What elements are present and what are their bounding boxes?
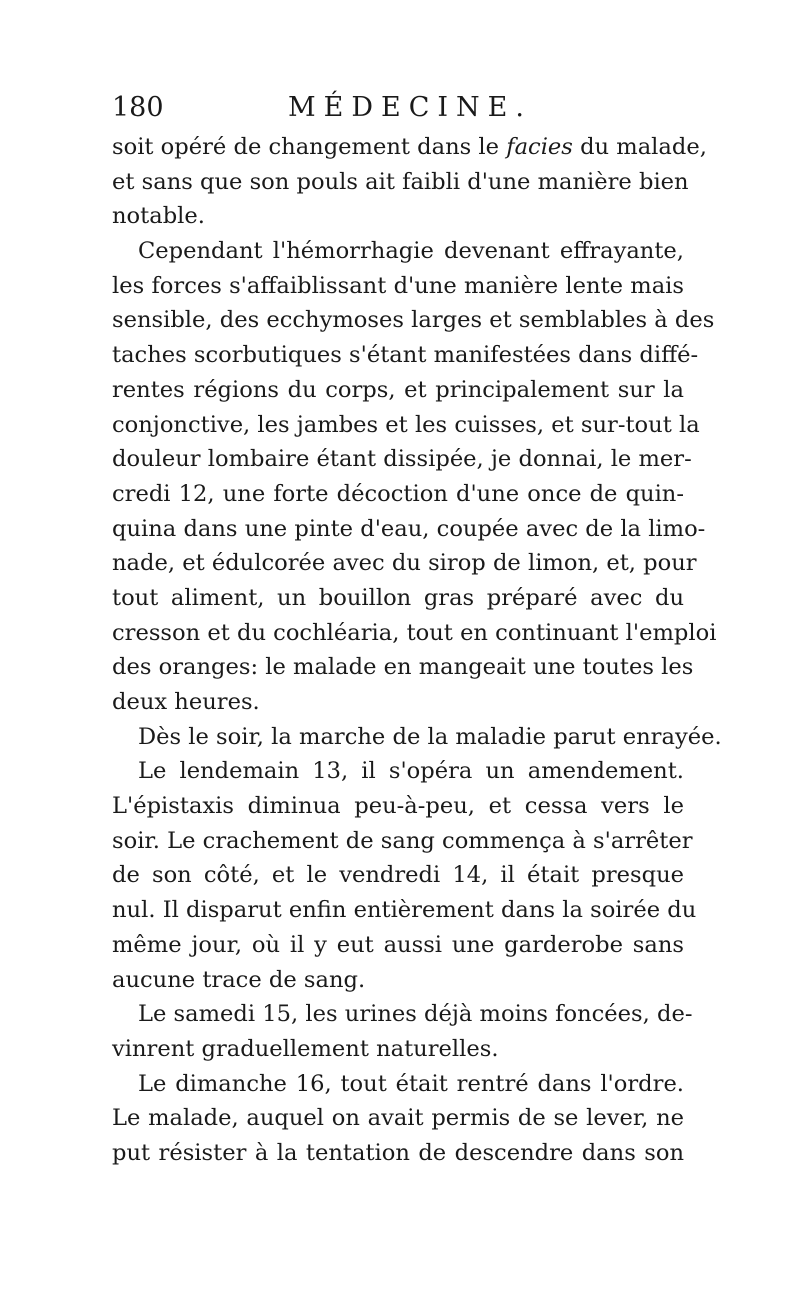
text-line-12: quina dans une pinte d'eau, coupée avec de la limo-: [112, 515, 706, 542]
text-line-13: nade, et édulcorée avec du sirop de limon, et, pour: [112, 550, 697, 577]
page-number: 180: [112, 92, 164, 123]
text-line-10: douleur lombaire étant dissipée, je donnai, le mer-: [112, 446, 692, 473]
text-line-2: et sans que son pouls ait faibli d'une manière bien: [112, 168, 689, 195]
text-line-27: vinrent graduellement naturelles.: [112, 1035, 499, 1062]
text-line-16: des oranges: le malade en mangeait une toutes les: [112, 654, 694, 681]
text-line-14: tout aliment, un bouillon gras préparé avec du: [112, 584, 684, 611]
text-line-28: Le dimanche 16, tout était rentré dans l'ordre.: [138, 1070, 684, 1097]
text-line-4: Cependant l'hémorrhagie devenant effrayante,: [138, 238, 684, 265]
text-line-9: conjonctive, les jambes et les cuisses, et sur-tout la: [112, 411, 700, 438]
text-line-29: Le malade, auquel on avait permis de se lever, ne: [112, 1105, 684, 1132]
text-line-23: nul. Il disparut enfin entièrement dans la soirée du: [112, 897, 697, 924]
text-line-20: L'épistaxis diminua peu-à-peu, et cessa vers le: [112, 793, 684, 820]
text-line-21: soir. Le crachement de sang commença à s'arrêter: [112, 827, 693, 854]
text-line-5: les forces s'affaiblissant d'une manière lente mais: [112, 272, 684, 299]
text-line-18: Dès le soir, la marche de la maladie parut enrayée.: [138, 723, 722, 750]
text-line-15: cresson et du cochléaria, tout en continuant l'emploi: [112, 619, 717, 646]
text-line-22: de son côté, et le vendredi 14, il était presque: [112, 862, 684, 889]
running-head: [112, 92, 692, 132]
text-line-24: même jour, où il y eut aussi une garderobe sans: [112, 931, 684, 958]
text-span: du malade,: [572, 134, 707, 160]
text-line-26: Le samedi 15, les urines déjà moins foncées, de-: [138, 1001, 693, 1028]
text-line-11: credi 12, une forte décoction d'une once de quin-: [112, 480, 684, 507]
body-text: [112, 130, 722, 1171]
text-line-8: rentes régions du corps, et principalement sur la: [112, 376, 684, 403]
text-line-3: notable.: [112, 203, 205, 230]
text-line-6: sensible, des ecchymoses larges et semblables à des: [112, 307, 715, 334]
text-span: soit opéré de changement dans le: [112, 134, 507, 160]
text-line-7: taches scorbutiques s'étant manifestées dans diffé-: [112, 342, 699, 369]
text-line-1: [112, 130, 707, 165]
text-line-30: put résister à la tentation de descendre dans son: [112, 1139, 684, 1166]
text-line-19: Le lendemain 13, il s'opéra un amendement.: [138, 758, 684, 785]
running-title: MÉDECINE.: [288, 92, 532, 123]
text-line-25: aucune trace de sang.: [112, 966, 366, 993]
text-line-17: deux heures.: [112, 689, 260, 715]
italic-word: facies: [506, 134, 573, 160]
